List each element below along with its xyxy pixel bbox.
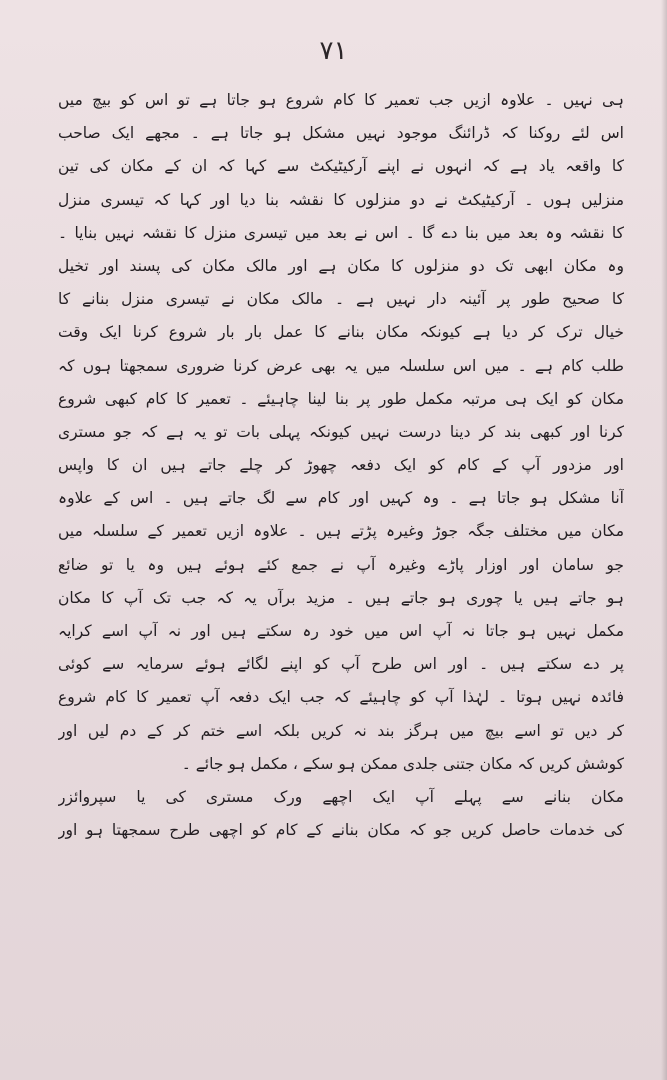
text-line: کا واقعہ یاد ہے کہ انہوں نے اپنے آرکیٹیکٹ سے کہا کہ ان کے مکان کی تین (58, 157, 624, 176)
text-line: کوشش کریں کہ مکان جتنی جلدی ممکن ہو سکے ، مکمل ہو جائے ۔ (181, 754, 624, 773)
text-line: کا نقشہ وہ بعد میں بنا دے گا ۔ اس نے بعد میں تیسری منزل کا نقشہ نہیں بنایا ۔ (58, 223, 624, 242)
text-line: کر دیں تو اسے بیچ میں ہرگز بند نہ کریں بلکہ اسے ختم کر کے دم لیں اور (58, 721, 624, 740)
page-edge-shadow (661, 0, 667, 1080)
text-line: طلب کام ہے ۔ میں اس سلسلہ میں یہ بھی عرض کرنا ضروری سمجھتا ہوں کہ (58, 356, 624, 375)
text-line: ہو جاتے ہیں یا چوری ہو جاتے ہیں ۔ مزید برآں یہ کہ جب تک آپ کا مکان (58, 588, 624, 607)
text-line: کرنا اور کبھی بند کر دینا درست نہیں کیونکہ پہلی بات تو یہ ہے کہ جو مستری (58, 422, 624, 441)
text-line: ہی نہیں ۔ علاوہ ازیں جب تعمیر کا کام شروع ہو جاتا ہے تو اس کو بیچ میں (58, 91, 624, 109)
text-line: فائدہ نہیں ہوتا ۔ لہٰذا آپ کو چاہیئے کہ جب ایک دفعہ آپ تعمیر کا کام شروع (58, 688, 624, 707)
text-line: مکان کو ایک ہی مرتبہ مکمل طور پر بنا لینا چاہیئے ۔ تعمیر کا کام کبھی شروع (58, 389, 624, 408)
text-line: کی خدمات حاصل کریں جو کہ مکان بنانے کے کام کو اچھی طرح سمجھتا ہو اور (58, 821, 624, 840)
text-line: مکان بنانے سے پہلے آپ ایک اچھے ورک مستری کی یا سپروائزر (58, 787, 624, 806)
text-line: خیال ترک کر دیا ہے کیونکہ مکان بنانے کا عمل بار بار شروع کرنا ایک وقت (58, 323, 624, 342)
text-line: اس لئے روکنا کہ ڈرائنگ موجود نہیں مشکل ہو جاتا ہے ۔ مجھے ایک صاحب (58, 124, 624, 143)
text-line: وہ مکان ابھی تک دو منزلوں کا مکان ہے اور مالک مکان کی پسند اور تخیل (58, 256, 624, 275)
text-line: مکمل نہیں ہو جاتا نہ آپ اس میں خود رہ سکتے ہیں اور نہ آپ اسے کرایہ (58, 622, 624, 640)
page-number: ۷۱ (319, 36, 348, 66)
text-line: جو سامان اور اوزار پاڑے وغیرہ آپ نے جمع کئے ہوئے ہیں وہ یا تو ضائع (58, 555, 624, 574)
text-line: آنا مشکل ہو جاتا ہے ۔ وہ کہیں اور کام سے لگ جاتے ہیں ۔ اس کے علاوہ (58, 489, 624, 508)
text-line: کا صحیح طور پر آئینہ دار نہیں ہے ۔ مالک مکان نے تیسری منزل بنانے کا (58, 290, 624, 309)
text-line: منزلیں ہوں ۔ آرکیٹیکٹ نے دو منزلوں کا نقشہ بنا دیا اور کہا کہ تیسری منزل (58, 190, 624, 209)
text-line: پر دے سکتے ہیں ۔ اور اس طرح آپ کو اپنے لگائے ہوئے سرمایہ سے کوئی (58, 655, 624, 674)
body-text (58, 84, 624, 847)
text-line: مکان میں مختلف جگہ جوڑ وغیرہ پڑتے ہیں ۔ علاوہ ازیں تعمیر کے سلسلہ میں (58, 522, 624, 541)
text-line: اور مزدور آپ کے کام کو ایک دفعہ چھوڑ کر چلے جاتے ہیں ان کا واپس (58, 456, 624, 475)
